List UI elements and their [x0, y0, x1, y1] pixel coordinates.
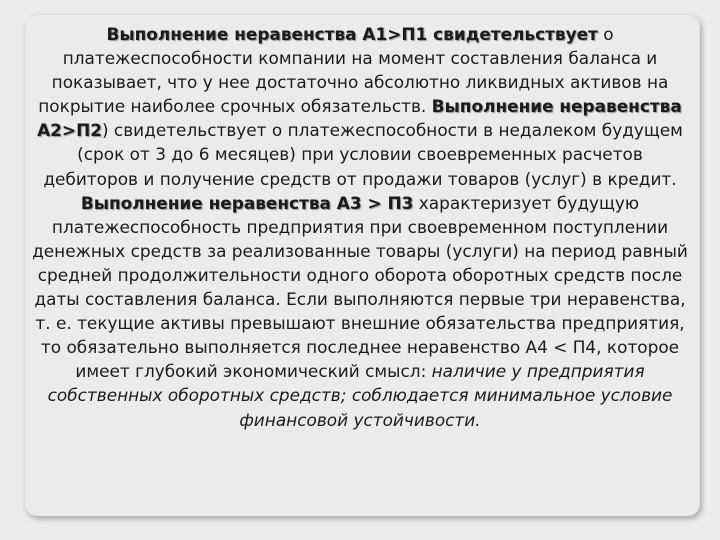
inequality-a2-heading: Выполнение неравенства А2>П2	[37, 96, 682, 141]
inequality-a1-heading: Выполнение неравенства А1>П1 свидетельствует	[106, 24, 598, 44]
body-text	[30, 22, 690, 432]
inequality-a2-text: ) свидетельствует о платежеспособности в недалеком будущем (срок от 3 до 6 месяцев) при условии своевременных расчетов дебиторов и получение средств от продажи товаров (услуг) в кредит.	[43, 120, 683, 189]
inequality-a3-text: характеризует будущую платежеспособность предприятия при своевременном поступлении денежных средств за реализованные товары (услуги) на период равный средней продолжительности одного оборота оборотных средств после даты составления баланса. Если выполняются первые три неравенства, т. е. текущие активы превышают внешние обязательства предприятия, то обязательно выполняется последнее неравенство А4 < П4, которое имеет глубокий экономический смысл:	[32, 192, 688, 382]
inequality-a3-heading: Выполнение неравенства А3 > П3	[80, 192, 414, 213]
inequality-a1-text: о платежеспособности компании на момент составления баланса и показывает, что у нее достаточно абсолютно ликвидных активов на покрытие наиболее срочных обязательств.	[38, 24, 669, 117]
conclusion-italic-text: наличие у предприятия собственных оборотных средств; соблюдается минимальное условие финансовой устойчивости.	[47, 361, 673, 430]
